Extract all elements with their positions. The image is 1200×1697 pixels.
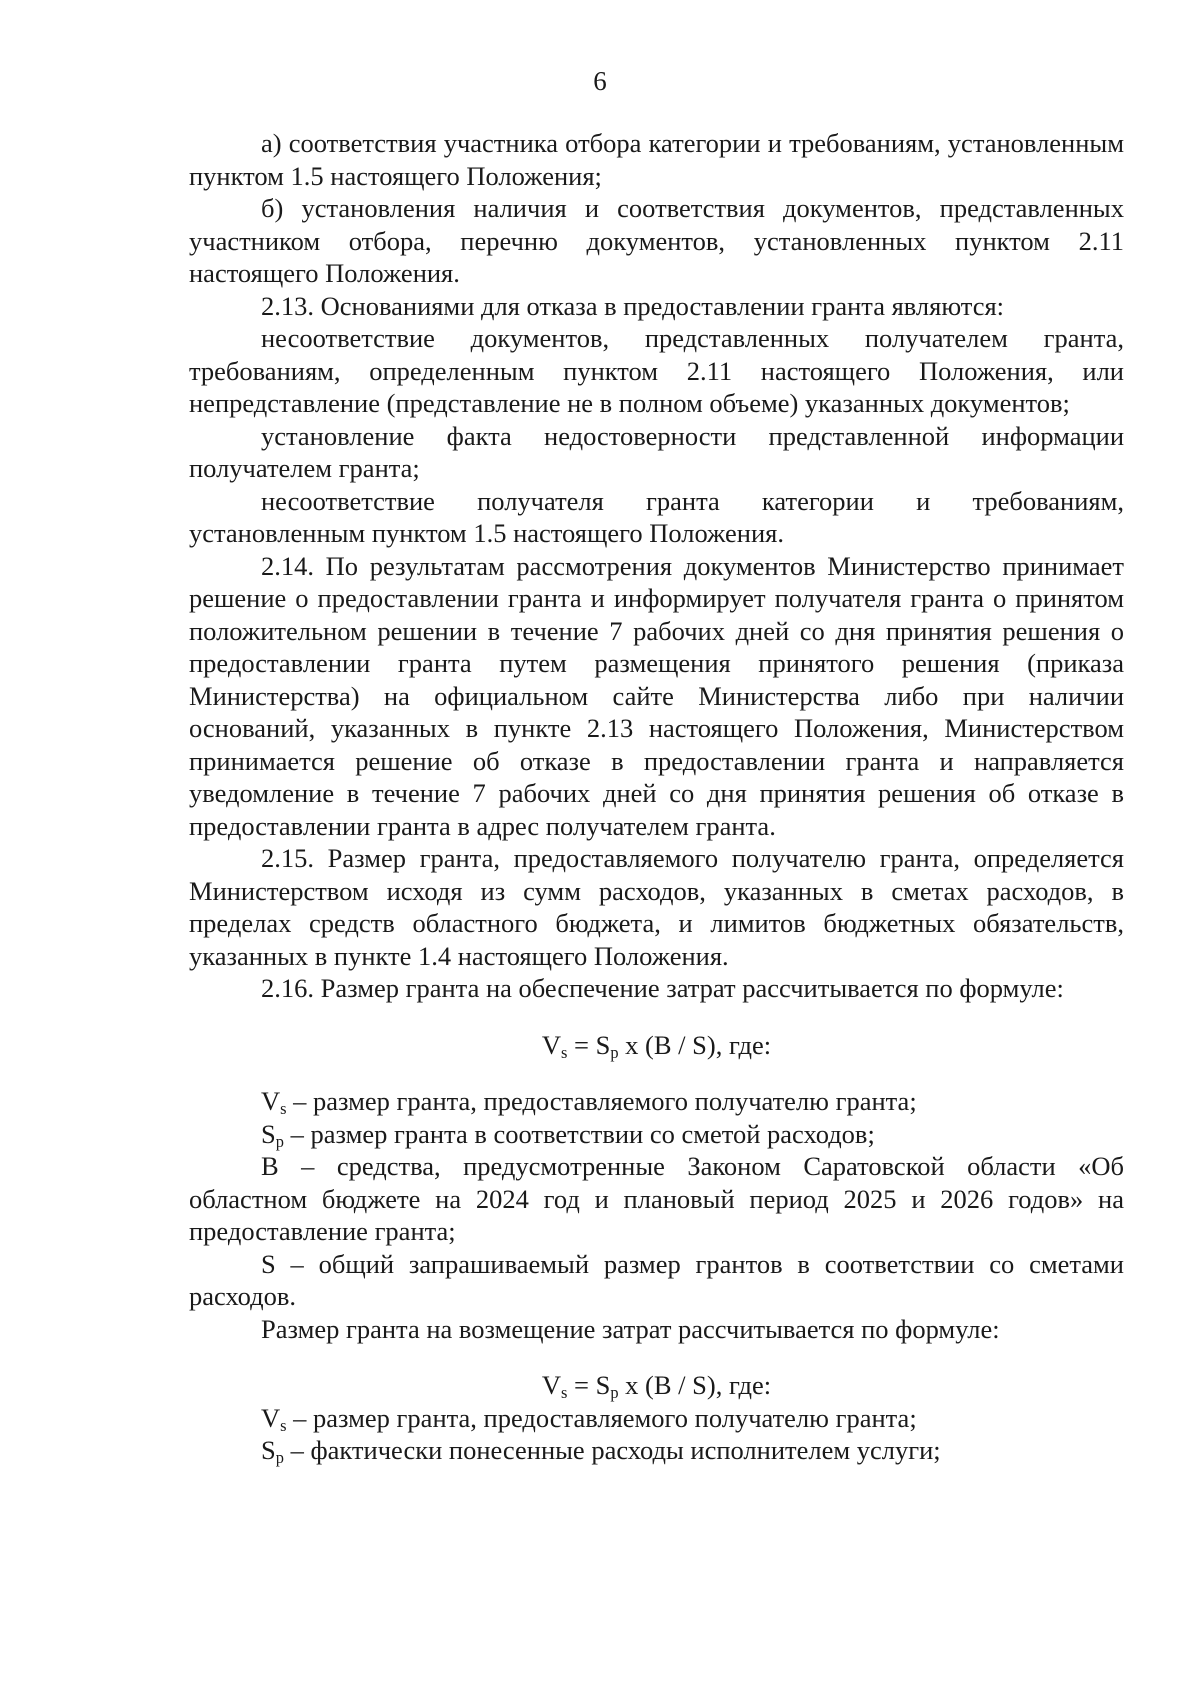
- paragraph-b: б) установления наличия и соответствия документов, представленных участником отбора, перечню документов, установленных пунктом 2.11 настоящего Положения.: [189, 193, 1124, 288]
- definition-b: В – средства, предусмотренные Законом Саратовской области «Об областном бюджете на 2024 год и плановый период 2025 и 2026 годов» на предоставление гранта;: [189, 1151, 1124, 1246]
- paragraph-2-14: 2.14. По результатам рассмотрения документов Министерство принимает решение о предоставлении гранта и информирует получателя гранта о принятом положительном решении в течение 7 рабочих дней со дня принятия решения о предоставлении гранта путем размещения принятого решения (приказа Министерства) на официальном сайте Министерства либо при наличии оснований, указанных в пункте 2.13 настоящего Положения, Министерством принимается решение об отказе в предоставлении гранта и направляется уведомление в течение 7 рабочих дней со дня принятия решения об отказе в предоставлении гранта в адрес получателем гранта.: [189, 550, 1124, 841]
- definition-sp-reimbursement: $S_p$ – фактически понесенные расходы исполнителем услуги;: [261, 1435, 941, 1468]
- paragraph-2-13-item-2: установление факта недостоверности представленной информации получателем гранта;: [189, 420, 1124, 483]
- definition-s: S – общий запрашиваемый размер грантов в соответствии со сметами расходов.: [189, 1248, 1124, 1311]
- formula-reimbursement: $V_s = S_p$ x (B / S), где:: [541, 1370, 772, 1403]
- paragraph-a: а) соответствия участника отбора категории и требованиям, установленным пунктом 1.5 настоящего Положения;: [189, 128, 1124, 191]
- paragraph-reimbursement: Размер гранта на возмещение затрат рассчитывается по формуле:: [261, 1313, 1000, 1344]
- page-number: 6: [593, 66, 607, 96]
- paragraph-2-13-item-1: несоответствие документов, представленных получателем гранта, требованиям, определенным пунктом 2.11 настоящего Положения, или непредставление (представление не в полном объеме) указанных документов;: [189, 323, 1124, 418]
- definition-vs-reimbursement: $V_s$ – размер гранта, предоставляемого получателю гранта;: [261, 1402, 917, 1435]
- definition-vs: $V_s$ – размер гранта, предоставляемого получателю гранта;: [261, 1086, 917, 1119]
- formula-cost-coverage: $V_s = S_p$ x (B / S), где:: [541, 1029, 772, 1062]
- paragraph-2-13: 2.13. Основаниями для отказа в предоставлении гранта являются:: [261, 290, 1005, 321]
- document-body: [189, 127, 1124, 1467]
- paragraph-2-16: 2.16. Размер гранта на обеспечение затрат рассчитывается по формуле:: [261, 973, 1064, 1003]
- paragraph-2-15: 2.15. Размер гранта, предоставляемого получателю гранта, определяется Министерством исходя из сумм расходов, указанных в сметах расходов, в пределах средств областного бюджета, и лимитов бюджетных обязательств, указанных в пункте 1.4 настоящего Положения.: [189, 843, 1124, 971]
- paragraph-2-13-item-3: несоответствие получателя гранта категории и требованиям, установленным пунктом 1.5 настоящего Положения.: [189, 485, 1124, 548]
- definition-sp: $S_p$ – размер гранта в соответствии со сметой расходов;: [261, 1118, 875, 1151]
